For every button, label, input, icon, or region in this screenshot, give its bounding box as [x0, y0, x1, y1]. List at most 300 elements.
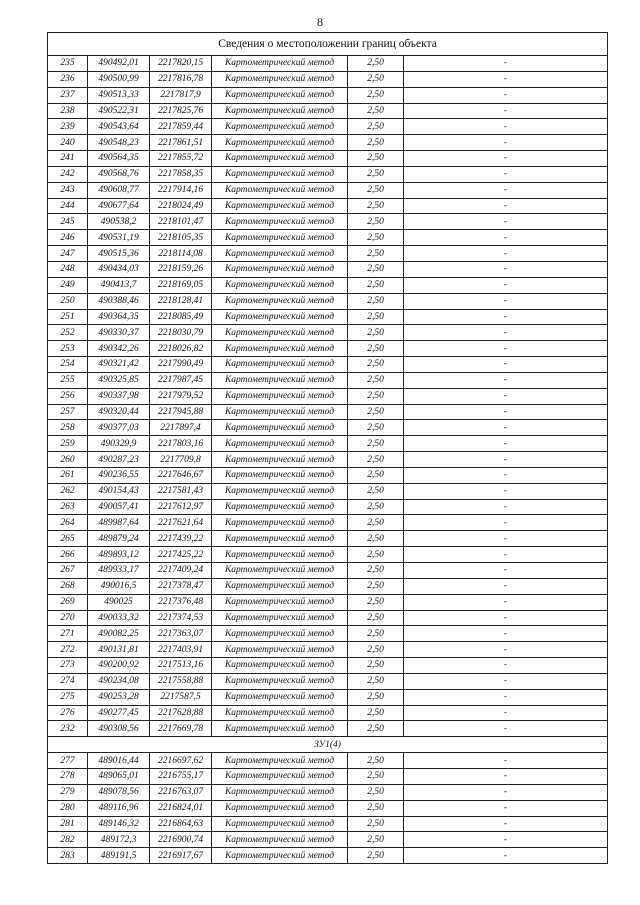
description-cell: -: [404, 499, 608, 515]
accuracy-cell: 2,50: [348, 71, 404, 87]
description-cell: -: [404, 848, 608, 864]
table-row: [48, 784, 608, 800]
x-coordinate-cell: 490033,32: [88, 610, 150, 626]
method-cell: Картометрический метод: [212, 214, 348, 230]
accuracy-cell: 2,50: [348, 753, 404, 769]
method-cell: Картометрический метод: [212, 246, 348, 262]
description-cell: -: [404, 705, 608, 721]
point-number-cell: 256: [48, 388, 88, 404]
accuracy-cell: 2,50: [348, 531, 404, 547]
method-cell: Картометрический метод: [212, 325, 348, 341]
description-cell: -: [404, 689, 608, 705]
description-cell: -: [404, 436, 608, 452]
y-coordinate-cell: 2216824,01: [150, 800, 212, 816]
table-row: [48, 515, 608, 531]
accuracy-cell: 2,50: [348, 626, 404, 642]
point-number-cell: 232: [48, 721, 88, 737]
method-cell: Картометрический метод: [212, 626, 348, 642]
accuracy-cell: 2,50: [348, 151, 404, 167]
y-coordinate-cell: 2217979,52: [150, 388, 212, 404]
x-coordinate-cell: 489191,5: [88, 848, 150, 864]
point-number-cell: 246: [48, 230, 88, 246]
x-coordinate-cell: 490200,92: [88, 658, 150, 674]
x-coordinate-cell: 490253,28: [88, 689, 150, 705]
point-number-cell: 270: [48, 610, 88, 626]
accuracy-cell: 2,50: [348, 246, 404, 262]
table-row: [48, 420, 608, 436]
description-cell: -: [404, 452, 608, 468]
accuracy-cell: 2,50: [348, 166, 404, 182]
x-coordinate-cell: 490515,36: [88, 246, 150, 262]
x-coordinate-cell: 490308,56: [88, 721, 150, 737]
y-coordinate-cell: 2218101,47: [150, 214, 212, 230]
table-row: [48, 388, 608, 404]
method-cell: Картометрический метод: [212, 71, 348, 87]
description-cell: -: [404, 166, 608, 182]
table-row: [48, 578, 608, 594]
table-row: [48, 404, 608, 420]
table-row: [48, 230, 608, 246]
table-row: [48, 832, 608, 848]
x-coordinate-cell: 490543,64: [88, 119, 150, 135]
x-coordinate-cell: 490522,31: [88, 103, 150, 119]
point-number-cell: 280: [48, 800, 88, 816]
x-coordinate-cell: 490548,23: [88, 135, 150, 151]
table-row: [48, 531, 608, 547]
accuracy-cell: 2,50: [348, 816, 404, 832]
description-cell: -: [404, 182, 608, 198]
point-number-cell: 264: [48, 515, 88, 531]
method-cell: Картометрический метод: [212, 753, 348, 769]
table-row: [48, 103, 608, 119]
accuracy-cell: 2,50: [348, 848, 404, 864]
point-number-cell: 249: [48, 277, 88, 293]
description-cell: -: [404, 658, 608, 674]
x-coordinate-cell: 489893,12: [88, 547, 150, 563]
point-number-cell: 235: [48, 56, 88, 72]
accuracy-cell: 2,50: [348, 594, 404, 610]
y-coordinate-cell: 2217803,16: [150, 436, 212, 452]
method-cell: Картометрический метод: [212, 515, 348, 531]
method-cell: Картометрический метод: [212, 816, 348, 832]
x-coordinate-cell: 490531,19: [88, 230, 150, 246]
table-row: [48, 214, 608, 230]
accuracy-cell: 2,50: [348, 420, 404, 436]
accuracy-cell: 2,50: [348, 642, 404, 658]
x-coordinate-cell: 490236,55: [88, 467, 150, 483]
accuracy-cell: 2,50: [348, 261, 404, 277]
point-number-cell: 245: [48, 214, 88, 230]
table-row: [48, 357, 608, 373]
table-row: [48, 309, 608, 325]
y-coordinate-cell: 2217817,9: [150, 87, 212, 103]
x-coordinate-cell: 490016,5: [88, 578, 150, 594]
method-cell: Картометрический метод: [212, 87, 348, 103]
y-coordinate-cell: 2217403,91: [150, 642, 212, 658]
table-row: [48, 261, 608, 277]
x-coordinate-cell: 490131,81: [88, 642, 150, 658]
x-coordinate-cell: 490234,08: [88, 673, 150, 689]
method-cell: Картометрический метод: [212, 277, 348, 293]
table-row: [48, 721, 608, 737]
x-coordinate-cell: 489172,3: [88, 832, 150, 848]
y-coordinate-cell: 2216917,67: [150, 848, 212, 864]
table-row: [48, 768, 608, 784]
method-cell: Картометрический метод: [212, 182, 348, 198]
y-coordinate-cell: 2218105,35: [150, 230, 212, 246]
point-number-cell: 238: [48, 103, 88, 119]
x-coordinate-cell: 490025: [88, 594, 150, 610]
y-coordinate-cell: 2217363,07: [150, 626, 212, 642]
x-coordinate-cell: 490568,76: [88, 166, 150, 182]
table-row: [48, 166, 608, 182]
y-coordinate-cell: 2217861,51: [150, 135, 212, 151]
y-coordinate-cell: 2217945,88: [150, 404, 212, 420]
description-cell: -: [404, 483, 608, 499]
table-row: [48, 642, 608, 658]
table-row: [48, 87, 608, 103]
y-coordinate-cell: 2216900,74: [150, 832, 212, 848]
table-row: [48, 467, 608, 483]
x-coordinate-cell: 490388,46: [88, 293, 150, 309]
point-number-cell: 273: [48, 658, 88, 674]
method-cell: Картометрический метод: [212, 166, 348, 182]
method-cell: Картометрический метод: [212, 658, 348, 674]
table-row: [48, 135, 608, 151]
method-cell: Картометрический метод: [212, 357, 348, 373]
y-coordinate-cell: 2217816,78: [150, 71, 212, 87]
point-number-cell: 260: [48, 452, 88, 468]
accuracy-cell: 2,50: [348, 768, 404, 784]
accuracy-cell: 2,50: [348, 372, 404, 388]
section-label: ЗУ1(4): [48, 737, 608, 753]
table-row: [48, 341, 608, 357]
x-coordinate-cell: 489933,17: [88, 563, 150, 579]
table-row: [48, 689, 608, 705]
table-row: [48, 547, 608, 563]
point-number-cell: 262: [48, 483, 88, 499]
description-cell: -: [404, 784, 608, 800]
table-row: [48, 705, 608, 721]
accuracy-cell: 2,50: [348, 673, 404, 689]
accuracy-cell: 2,50: [348, 658, 404, 674]
y-coordinate-cell: 2218159,26: [150, 261, 212, 277]
accuracy-cell: 2,50: [348, 309, 404, 325]
y-coordinate-cell: 2217859,44: [150, 119, 212, 135]
method-cell: Картометрический метод: [212, 467, 348, 483]
point-number-cell: 258: [48, 420, 88, 436]
x-coordinate-cell: 490608,77: [88, 182, 150, 198]
accuracy-cell: 2,50: [348, 483, 404, 499]
method-cell: Картометрический метод: [212, 56, 348, 72]
table-row: [48, 848, 608, 864]
accuracy-cell: 2,50: [348, 198, 404, 214]
method-cell: Картометрический метод: [212, 388, 348, 404]
x-coordinate-cell: 490287,23: [88, 452, 150, 468]
point-number-cell: 239: [48, 119, 88, 135]
description-cell: -: [404, 309, 608, 325]
method-cell: Картометрический метод: [212, 404, 348, 420]
x-coordinate-cell: 489078,56: [88, 784, 150, 800]
accuracy-cell: 2,50: [348, 800, 404, 816]
y-coordinate-cell: 2217558,88: [150, 673, 212, 689]
point-number-cell: 255: [48, 372, 88, 388]
table-row: [48, 246, 608, 262]
x-coordinate-cell: 489116,96: [88, 800, 150, 816]
x-coordinate-cell: 490330,37: [88, 325, 150, 341]
section-row: [48, 737, 608, 753]
description-cell: -: [404, 71, 608, 87]
description-cell: -: [404, 198, 608, 214]
x-coordinate-cell: 489016,44: [88, 753, 150, 769]
x-coordinate-cell: 490337,98: [88, 388, 150, 404]
method-cell: Картометрический метод: [212, 230, 348, 246]
point-number-cell: 268: [48, 578, 88, 594]
x-coordinate-cell: 490677,64: [88, 198, 150, 214]
point-number-cell: 282: [48, 832, 88, 848]
description-cell: -: [404, 721, 608, 737]
x-coordinate-cell: 490500,99: [88, 71, 150, 87]
y-coordinate-cell: 2218024,49: [150, 198, 212, 214]
table-row: [48, 277, 608, 293]
accuracy-cell: 2,50: [348, 388, 404, 404]
x-coordinate-cell: 490329,9: [88, 436, 150, 452]
x-coordinate-cell: 490342,26: [88, 341, 150, 357]
accuracy-cell: 2,50: [348, 277, 404, 293]
y-coordinate-cell: 2217581,43: [150, 483, 212, 499]
x-coordinate-cell: 489879,24: [88, 531, 150, 547]
description-cell: -: [404, 277, 608, 293]
description-cell: -: [404, 673, 608, 689]
description-cell: -: [404, 103, 608, 119]
point-number-cell: 281: [48, 816, 88, 832]
y-coordinate-cell: 2216755,17: [150, 768, 212, 784]
accuracy-cell: 2,50: [348, 832, 404, 848]
point-number-cell: 237: [48, 87, 88, 103]
accuracy-cell: 2,50: [348, 87, 404, 103]
table-row: [48, 499, 608, 515]
table-row: [48, 594, 608, 610]
accuracy-cell: 2,50: [348, 499, 404, 515]
method-cell: Картометрический метод: [212, 309, 348, 325]
table-row: [48, 673, 608, 689]
method-cell: Картометрический метод: [212, 261, 348, 277]
table-row: [48, 816, 608, 832]
y-coordinate-cell: 2217855,72: [150, 151, 212, 167]
x-coordinate-cell: 490154,43: [88, 483, 150, 499]
table-row: [48, 151, 608, 167]
y-coordinate-cell: 2217990,49: [150, 357, 212, 373]
point-number-cell: 248: [48, 261, 88, 277]
y-coordinate-cell: 2218030,79: [150, 325, 212, 341]
table-row: [48, 753, 608, 769]
description-cell: -: [404, 626, 608, 642]
point-number-cell: 283: [48, 848, 88, 864]
table-row: [48, 56, 608, 72]
accuracy-cell: 2,50: [348, 103, 404, 119]
table-row: [48, 293, 608, 309]
y-coordinate-cell: 2218085,49: [150, 309, 212, 325]
description-cell: -: [404, 467, 608, 483]
table-row: [48, 800, 608, 816]
y-coordinate-cell: 2217709,8: [150, 452, 212, 468]
page-number: 8: [317, 15, 323, 29]
accuracy-cell: 2,50: [348, 182, 404, 198]
method-cell: Картометрический метод: [212, 721, 348, 737]
method-cell: Картометрический метод: [212, 768, 348, 784]
accuracy-cell: 2,50: [348, 515, 404, 531]
point-number-cell: 275: [48, 689, 88, 705]
y-coordinate-cell: 2217858,35: [150, 166, 212, 182]
description-cell: -: [404, 357, 608, 373]
point-number-cell: 253: [48, 341, 88, 357]
description-cell: -: [404, 230, 608, 246]
point-number-cell: 252: [48, 325, 88, 341]
description-cell: -: [404, 594, 608, 610]
method-cell: Картометрический метод: [212, 547, 348, 563]
point-number-cell: 243: [48, 182, 88, 198]
method-cell: Картометрический метод: [212, 689, 348, 705]
point-number-cell: 259: [48, 436, 88, 452]
description-cell: -: [404, 214, 608, 230]
accuracy-cell: 2,50: [348, 547, 404, 563]
description-cell: -: [404, 388, 608, 404]
method-cell: Картометрический метод: [212, 198, 348, 214]
y-coordinate-cell: 2217621,64: [150, 515, 212, 531]
description-cell: -: [404, 531, 608, 547]
x-coordinate-cell: 490377,03: [88, 420, 150, 436]
method-cell: Картометрический метод: [212, 119, 348, 135]
description-cell: -: [404, 119, 608, 135]
method-cell: Картометрический метод: [212, 293, 348, 309]
description-cell: -: [404, 832, 608, 848]
description-cell: -: [404, 642, 608, 658]
x-coordinate-cell: 490413,7: [88, 277, 150, 293]
accuracy-cell: 2,50: [348, 467, 404, 483]
method-cell: Картометрический метод: [212, 341, 348, 357]
point-number-cell: 274: [48, 673, 88, 689]
x-coordinate-cell: 490082,25: [88, 626, 150, 642]
y-coordinate-cell: 2217513,16: [150, 658, 212, 674]
accuracy-cell: 2,50: [348, 214, 404, 230]
description-cell: -: [404, 753, 608, 769]
accuracy-cell: 2,50: [348, 578, 404, 594]
method-cell: Картометрический метод: [212, 848, 348, 864]
table-row: [48, 71, 608, 87]
point-number-cell: 276: [48, 705, 88, 721]
point-number-cell: 265: [48, 531, 88, 547]
table-row: [48, 452, 608, 468]
table-row: [48, 658, 608, 674]
description-cell: -: [404, 151, 608, 167]
point-number-cell: 261: [48, 467, 88, 483]
accuracy-cell: 2,50: [348, 689, 404, 705]
method-cell: Картометрический метод: [212, 578, 348, 594]
y-coordinate-cell: 2217376,48: [150, 594, 212, 610]
y-coordinate-cell: 2217987,45: [150, 372, 212, 388]
accuracy-cell: 2,50: [348, 293, 404, 309]
accuracy-cell: 2,50: [348, 56, 404, 72]
x-coordinate-cell: 490513,33: [88, 87, 150, 103]
accuracy-cell: 2,50: [348, 610, 404, 626]
y-coordinate-cell: 2217612,97: [150, 499, 212, 515]
description-cell: -: [404, 293, 608, 309]
x-coordinate-cell: 490057,41: [88, 499, 150, 515]
description-cell: -: [404, 135, 608, 151]
method-cell: Картометрический метод: [212, 800, 348, 816]
description-cell: -: [404, 578, 608, 594]
point-number-cell: 278: [48, 768, 88, 784]
y-coordinate-cell: 2217439,22: [150, 531, 212, 547]
description-cell: -: [404, 341, 608, 357]
method-cell: Картометрический метод: [212, 705, 348, 721]
accuracy-cell: 2,50: [348, 563, 404, 579]
x-coordinate-cell: 490325,85: [88, 372, 150, 388]
x-coordinate-cell: 490277,45: [88, 705, 150, 721]
x-coordinate-cell: 490321,42: [88, 357, 150, 373]
accuracy-cell: 2,50: [348, 436, 404, 452]
table-row: [48, 182, 608, 198]
point-number-cell: 240: [48, 135, 88, 151]
y-coordinate-cell: 2218114,08: [150, 246, 212, 262]
x-coordinate-cell: 489065,01: [88, 768, 150, 784]
y-coordinate-cell: 2217825,76: [150, 103, 212, 119]
description-cell: -: [404, 372, 608, 388]
y-coordinate-cell: 2217378,47: [150, 578, 212, 594]
y-coordinate-cell: 2217646,67: [150, 467, 212, 483]
table-row: [48, 198, 608, 214]
accuracy-cell: 2,50: [348, 135, 404, 151]
accuracy-cell: 2,50: [348, 357, 404, 373]
table-row: [48, 483, 608, 499]
point-number-cell: 266: [48, 547, 88, 563]
y-coordinate-cell: 2218128,41: [150, 293, 212, 309]
x-coordinate-cell: 490492,01: [88, 56, 150, 72]
description-cell: -: [404, 800, 608, 816]
accuracy-cell: 2,50: [348, 705, 404, 721]
y-coordinate-cell: 2217820,15: [150, 56, 212, 72]
y-coordinate-cell: 2217425,22: [150, 547, 212, 563]
method-cell: Картометрический метод: [212, 483, 348, 499]
description-cell: -: [404, 768, 608, 784]
method-cell: Картометрический метод: [212, 499, 348, 515]
point-number-cell: 267: [48, 563, 88, 579]
method-cell: Картометрический метод: [212, 436, 348, 452]
accuracy-cell: 2,50: [348, 784, 404, 800]
description-cell: -: [404, 515, 608, 531]
x-coordinate-cell: 490434,03: [88, 261, 150, 277]
description-cell: -: [404, 610, 608, 626]
point-number-cell: 250: [48, 293, 88, 309]
point-number-cell: 272: [48, 642, 88, 658]
description-cell: -: [404, 404, 608, 420]
description-cell: -: [404, 420, 608, 436]
x-coordinate-cell: 490538,2: [88, 214, 150, 230]
y-coordinate-cell: 2217628,88: [150, 705, 212, 721]
description-cell: -: [404, 547, 608, 563]
method-cell: Картометрический метод: [212, 673, 348, 689]
y-coordinate-cell: 2218169,05: [150, 277, 212, 293]
y-coordinate-cell: 2216697,62: [150, 753, 212, 769]
y-coordinate-cell: 2217587,5: [150, 689, 212, 705]
table-row: [48, 626, 608, 642]
point-number-cell: 247: [48, 246, 88, 262]
description-cell: -: [404, 246, 608, 262]
accuracy-cell: 2,50: [348, 325, 404, 341]
accuracy-cell: 2,50: [348, 341, 404, 357]
accuracy-cell: 2,50: [348, 119, 404, 135]
accuracy-cell: 2,50: [348, 452, 404, 468]
